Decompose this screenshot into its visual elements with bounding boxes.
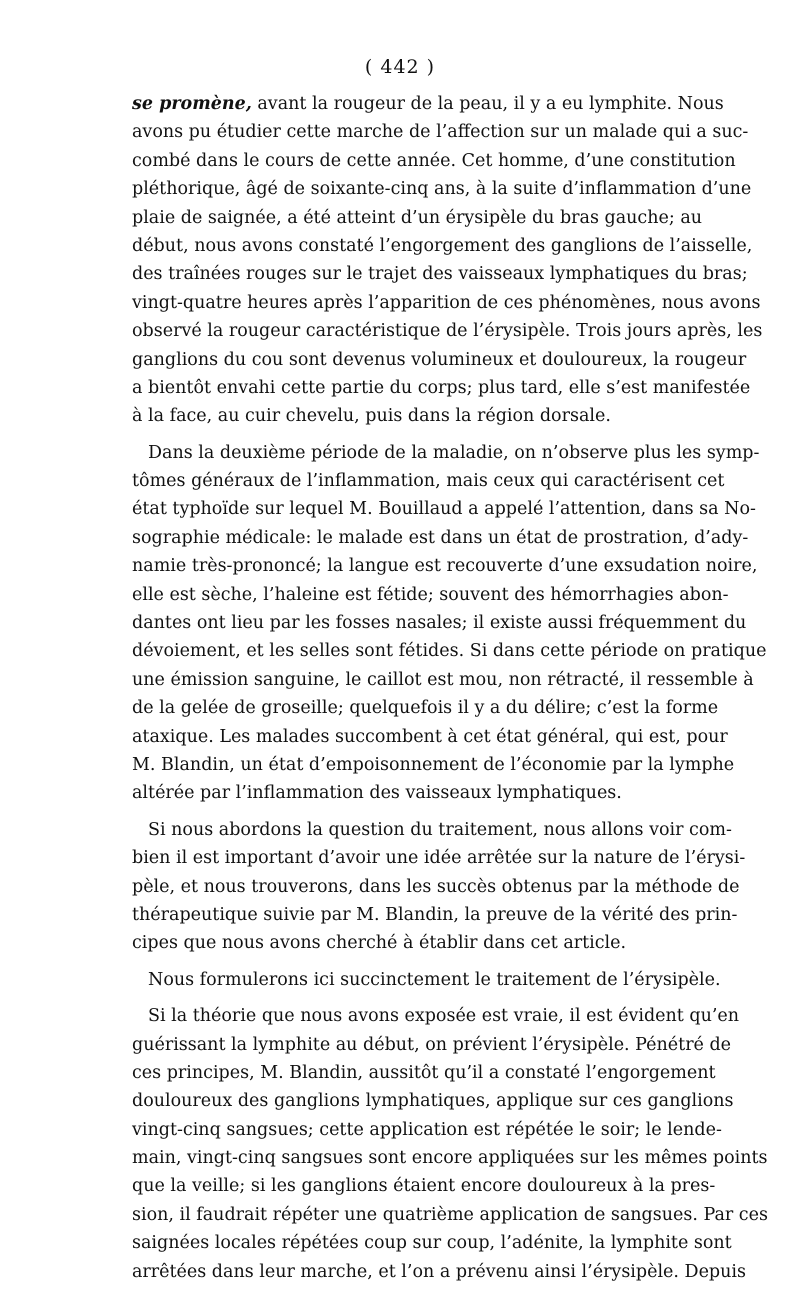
page-number: ( 442 ) xyxy=(364,56,436,78)
text-line: thérapeutique suivie par M. Blandin, la preuve de la vérité des prin- xyxy=(132,904,738,925)
text-line: elle est sèche, l’haleine est fétide; souvent des hémorrhagies abon- xyxy=(132,584,729,605)
paragraph xyxy=(132,816,746,958)
text-line: M. Blandin, un état d’empoisonnement de l’économie par la lymphe xyxy=(132,754,735,775)
text-line: ganglions du cou sont devenus volumineux et douloureux, la rougeur xyxy=(132,349,747,370)
text-line: observé la rougeur caractéristique de l’érysipèle. Trois jours après, les xyxy=(132,321,763,342)
text-line: cipes que nous avons cherché à établir dans cet article. xyxy=(132,933,627,954)
text-line: sographie médicale: le malade est dans un état de prostration, d’ady- xyxy=(132,527,749,548)
text-line: namie très-prononcé; la langue est recouverte d’une exsudation noire, xyxy=(132,556,758,577)
text-line: Dans la deuxième période de la maladie, on n’observe plus les symp- xyxy=(148,442,760,463)
text-line: état typhoïde sur lequel M. Bouillaud a appelé l’attention, dans sa No- xyxy=(132,499,756,520)
text-line: pléthorique, âgé de soixante-cinq ans, à la suite d’inflammation d’une xyxy=(132,179,752,200)
text-line: sion, il faudrait répéter une quatrième application de sangsues. Par ces xyxy=(132,1204,768,1225)
text-line: arrêtées dans leur marche, et l’on a prévenu ainsi l’érysipèle. Depuis xyxy=(132,1261,746,1282)
text-line: plaie de saignée, a été atteint d’un érysipèle du bras gauche; au xyxy=(132,207,703,228)
text-line: tômes généraux de l’inflammation, mais ceux qui caractérisent cet xyxy=(132,471,725,492)
text-line: ataxique. Les malades succombent à cet état général, qui est, pour xyxy=(132,726,728,747)
text-line: combé dans le cours de cette année. Cet homme, d’une constitution xyxy=(132,150,736,171)
text-line: début, nous avons constaté l’engorgement des ganglions de l’aisselle, xyxy=(132,235,753,256)
text-line: dévoiement, et les selles sont fétides. Si dans cette période on pratique xyxy=(132,641,767,662)
text-line: à la face, au cuir chevelu, puis dans la région dorsale. xyxy=(132,406,611,427)
paragraph xyxy=(132,439,767,808)
text-line: guérissant la lymphite au début, on prévient l’érysipèle. Pénétré de xyxy=(132,1034,732,1055)
paragraph xyxy=(132,1002,768,1286)
italic-run: se promène, xyxy=(132,94,252,114)
text-line: altérée par l’inflammation des vaisseaux lymphatiques. xyxy=(132,783,622,804)
text-line: douloureux des ganglions lymphatiques, applique sur ces ganglions xyxy=(132,1091,734,1112)
text-line: dantes ont lieu par les fosses nasales; il existe aussi fréquemment du xyxy=(132,613,747,634)
text-line: que la veille; si les ganglions étaient encore douloureux à la pres- xyxy=(132,1176,716,1197)
text-line: avons pu étudier cette marche de l’affection sur un malade qui a suc- xyxy=(132,122,749,143)
text-line: une émission sanguine, le caillot est mou, non rétracté, il ressemble à xyxy=(132,669,754,690)
text-line: Si nous abordons la question du traitement, nous allons voir com- xyxy=(148,819,732,840)
paragraph xyxy=(132,966,721,994)
text-line: des traînées rouges sur le trajet des vaisseaux lymphatiques du bras; xyxy=(132,264,748,285)
text-line: pèle, et nous trouverons, dans les succès obtenus par la méthode de xyxy=(132,876,740,897)
text-line: bien il est important d’avoir une idée arrêtée sur la nature de l’érysi- xyxy=(132,848,746,869)
text-line: ces principes, M. Blandin, aussitôt qu’il a constaté l’engorgement xyxy=(132,1062,716,1083)
text-line: de la gelée de groseille; quelquefois il y a du délire; c’est la forme xyxy=(132,698,719,719)
text-line: se promène, avant la rougeur de la peau, il y a eu lymphite. Nous xyxy=(132,94,724,114)
text-line: main, vingt-cinq sangsues sont encore appliquées sur les mêmes points xyxy=(132,1148,768,1169)
text-line: saignées locales répétées coup sur coup, l’adénite, la lymphite sont xyxy=(132,1233,732,1254)
paragraph xyxy=(132,90,763,431)
text-line: Nous formulerons ici succinctement le traitement de l’érysipèle. xyxy=(148,969,721,990)
text-line: a bientôt envahi cette partie du corps; plus tard, elle s’est manifestée xyxy=(132,377,751,398)
text-line: Si la théorie que nous avons exposée est vraie, il est évident qu’en xyxy=(148,1006,740,1027)
body-text xyxy=(132,90,768,1294)
text-line: vingt-quatre heures après l’apparition de ces phénomènes, nous avons xyxy=(132,292,761,313)
text-line: vingt-cinq sangsues; cette application est répétée le soir; le lende- xyxy=(132,1119,722,1140)
